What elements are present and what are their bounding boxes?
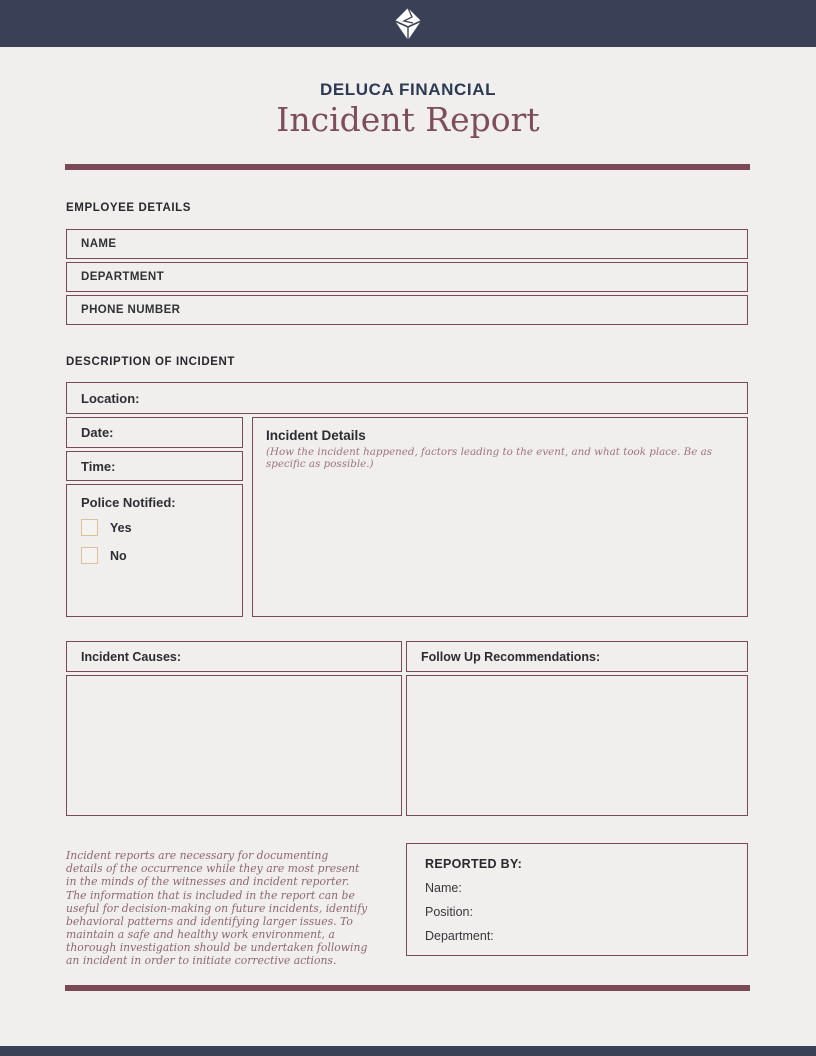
reported-by-heading: REPORTED BY:: [425, 857, 523, 871]
bottom-banner: [0, 1046, 816, 1056]
date-field[interactable]: [66, 417, 243, 448]
police-no-label: No: [110, 548, 127, 563]
incident-details-note: (How the incident happened, factors leading to the event, and what took place. Be as specific as possible.): [266, 446, 713, 470]
description-heading: DESCRIPTION OF INCIDENT: [66, 356, 236, 368]
incident-details-field[interactable]: [252, 417, 748, 617]
date-label: Date:: [81, 425, 114, 440]
police-no-checkbox[interactable]: [81, 547, 98, 564]
reported-department-field[interactable]: Department:: [425, 929, 494, 943]
time-field[interactable]: [66, 451, 243, 481]
employee-department-label: DEPARTMENT: [81, 271, 165, 283]
top-divider: [65, 164, 750, 170]
footer-note: Incident reports are necessary for documenting details of the occurrence while they are most present in the minds of the witnesses and incident reporter. The information that is included in the report can be useful for decision-making on future incidents, identify behavioral patterns and identifying larger issues. To maintain a safe and healthy work environment, a thorough investigation should be undertaken following an incident in order to initiate corrective actions.: [66, 849, 368, 968]
police-notified-cell: [66, 484, 243, 617]
brand-name: DELUCA FINANCIAL: [319, 80, 497, 99]
followup-field[interactable]: [406, 675, 748, 816]
reported-position-field[interactable]: Position:: [425, 905, 473, 919]
time-label: Time:: [81, 458, 116, 474]
employee-phone-row[interactable]: [66, 295, 748, 325]
incident-causes-header: [66, 641, 402, 672]
employee-name-row[interactable]: [66, 229, 748, 259]
employee-details-heading: EMPLOYEE DETAILS: [66, 202, 192, 214]
incident-causes-label: Incident Causes:: [81, 649, 182, 664]
police-yes-checkbox[interactable]: [81, 519, 98, 536]
bottom-divider: [65, 985, 750, 991]
police-notified-label: Police Notified:: [81, 495, 176, 510]
location-field[interactable]: [66, 382, 748, 414]
followup-header: [406, 641, 748, 672]
followup-label: Follow Up Recommendations:: [421, 649, 601, 664]
top-banner: [0, 0, 816, 47]
employee-department-row[interactable]: [66, 262, 748, 292]
police-yes-label: Yes: [110, 520, 132, 535]
reported-by-box: [406, 843, 748, 956]
location-label: Location:: [81, 390, 140, 406]
reported-name-field[interactable]: Name:: [425, 881, 462, 895]
employee-phone-label: PHONE NUMBER: [81, 304, 181, 316]
incident-details-title: Incident Details: [266, 428, 366, 443]
employee-name-label: NAME: [81, 238, 117, 250]
incident-causes-field[interactable]: [66, 675, 402, 816]
diamond-gem-icon: [394, 8, 422, 40]
page-title: Incident Report: [276, 100, 540, 139]
